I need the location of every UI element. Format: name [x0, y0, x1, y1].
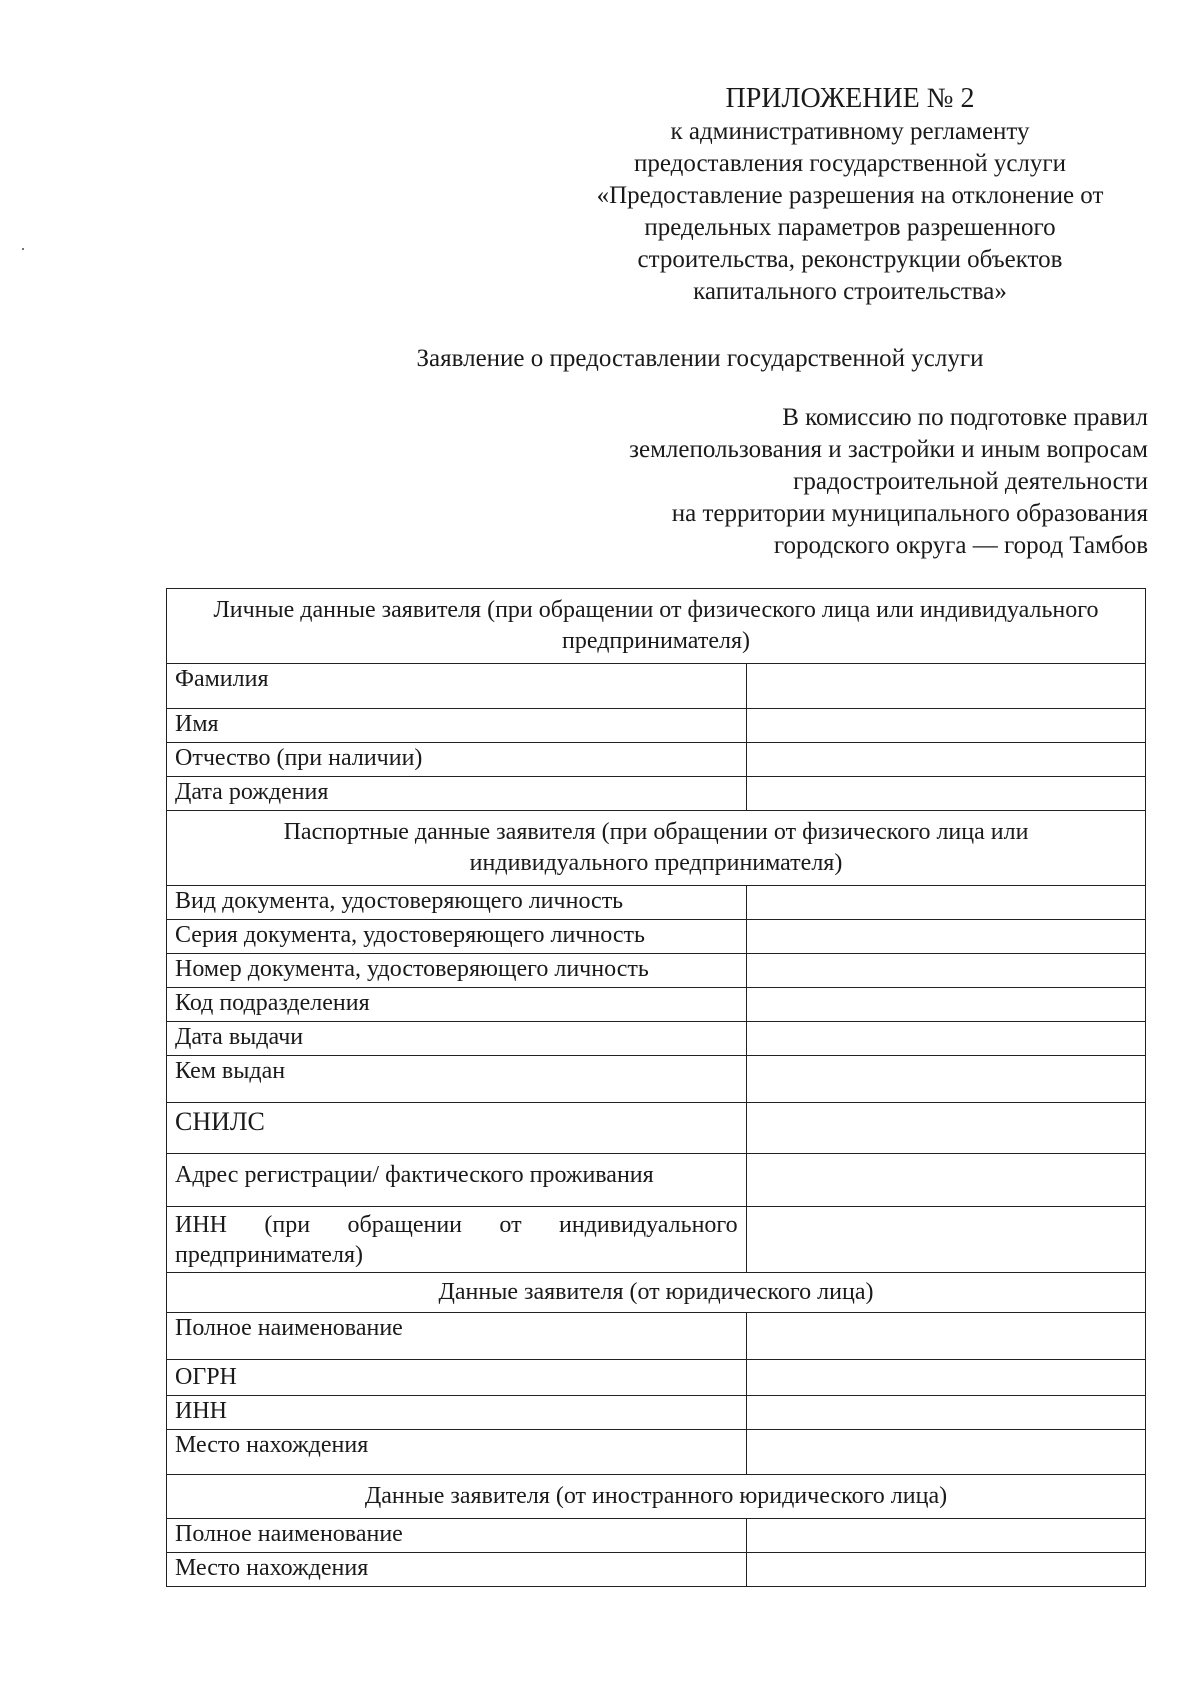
table-row — [167, 988, 1146, 1022]
appendix-block — [540, 82, 1160, 308]
row-label-issue-date: Дата выдачи — [167, 1022, 747, 1056]
field-foreign-full-name[interactable] — [746, 1519, 1145, 1553]
section-row — [167, 811, 1146, 886]
field-name[interactable] — [746, 709, 1145, 743]
table-row — [167, 777, 1146, 811]
field-foreign-location[interactable] — [746, 1553, 1145, 1587]
table-row — [167, 1553, 1146, 1587]
table-row — [167, 1103, 1146, 1154]
section-row — [167, 589, 1146, 664]
addressee-line: городского округа — город Тамбов — [773, 532, 1148, 559]
addressee-line: градостроительной деятельности — [793, 468, 1148, 495]
field-ogrn[interactable] — [746, 1360, 1145, 1396]
section-header-foreign: Данные заявителя (от иностранного юридического лица) — [167, 1475, 1146, 1519]
table-row — [167, 1430, 1146, 1475]
table-row — [167, 954, 1146, 988]
field-issue-date[interactable] — [746, 1022, 1145, 1056]
row-label-document-number: Номер документа, удостоверяющего личность — [167, 954, 747, 988]
field-snils[interactable] — [746, 1103, 1145, 1154]
appendix-line: строительства, реконструкции объектов — [637, 246, 1063, 273]
appendix-line: капитального строительства» — [693, 278, 1007, 305]
row-label-surname: Фамилия — [167, 664, 747, 709]
scan-speck — [22, 248, 24, 250]
row-label-address: Адрес регистрации/ фактического проживания — [167, 1154, 747, 1207]
table-row — [167, 1022, 1146, 1056]
field-issued-by[interactable] — [746, 1056, 1145, 1103]
table-row — [167, 709, 1146, 743]
field-document-number[interactable] — [746, 954, 1145, 988]
application-title: Заявление о предоставлении государственной услуги — [416, 345, 984, 372]
section-row — [167, 1273, 1146, 1313]
field-patronymic[interactable] — [746, 743, 1145, 777]
section-header-legal: Данные заявителя (от юридического лица) — [167, 1273, 1146, 1313]
table-row — [167, 1056, 1146, 1103]
appendix-line: «Предоставление разрешения на отклонение от — [596, 182, 1104, 209]
field-full-name[interactable] — [746, 1313, 1145, 1360]
table-row — [167, 1313, 1146, 1360]
row-label-document-series: Серия документа, удостоверяющего личность — [167, 920, 747, 954]
row-label-ogrn: ОГРН — [167, 1360, 747, 1396]
field-division-code[interactable] — [746, 988, 1145, 1022]
row-label-location: Место нахождения — [167, 1430, 747, 1475]
section-row — [167, 1475, 1146, 1519]
applicant-form-table — [166, 588, 1146, 1587]
row-label-patronymic: Отчество (при наличии) — [167, 743, 747, 777]
field-location[interactable] — [746, 1430, 1145, 1475]
row-label-snils: СНИЛС — [167, 1103, 747, 1154]
table-row — [167, 886, 1146, 920]
appendix-title: ПРИЛОЖЕНИЕ № 2 — [725, 83, 975, 114]
addressee-line: на территории муниципального образования — [671, 500, 1148, 527]
field-inn-entrepreneur[interactable] — [746, 1207, 1145, 1273]
row-label-inn-entrepreneur: ИНН (при обращении от индивидуального предпринимателя) — [167, 1207, 747, 1273]
field-surname[interactable] — [746, 664, 1145, 709]
row-label-full-name: Полное наименование — [167, 1313, 747, 1360]
appendix-line: предоставления государственной услуги — [633, 150, 1067, 177]
addressee-block — [448, 402, 1148, 562]
row-label-inn: ИНН — [167, 1396, 747, 1430]
field-address[interactable] — [746, 1154, 1145, 1207]
field-document-series[interactable] — [746, 920, 1145, 954]
row-label-division-code: Код подразделения — [167, 988, 747, 1022]
table-row — [167, 1154, 1146, 1207]
field-document-type[interactable] — [746, 886, 1145, 920]
table-row — [167, 920, 1146, 954]
field-birth-date[interactable] — [746, 777, 1145, 811]
appendix-line: к административному регламенту — [670, 118, 1030, 145]
row-label-document-type: Вид документа, удостоверяющего личность — [167, 886, 747, 920]
field-inn[interactable] — [746, 1396, 1145, 1430]
row-label-foreign-location: Место нахождения — [167, 1553, 747, 1587]
row-label-foreign-full-name: Полное наименование — [167, 1519, 747, 1553]
table-row — [167, 1396, 1146, 1430]
table-row — [167, 1207, 1146, 1273]
addressee-line: землепользования и застройки и иным вопросам — [629, 436, 1148, 463]
addressee-line: В комиссию по подготовке правил — [782, 404, 1148, 431]
section-header-passport: Паспортные данные заявителя (при обращении от физического лица или индивидуального предпринимателя) — [167, 811, 1146, 886]
table-row — [167, 664, 1146, 709]
row-label-name: Имя — [167, 709, 747, 743]
table-row — [167, 1360, 1146, 1396]
table-row — [167, 743, 1146, 777]
row-label-birth-date: Дата рождения — [167, 777, 747, 811]
appendix-line: предельных параметров разрешенного — [644, 214, 1056, 241]
table-row — [167, 1519, 1146, 1553]
row-label-issued-by: Кем выдан — [167, 1056, 747, 1103]
section-header-personal: Личные данные заявителя (при обращении от физического лица или индивидуального предпринимателя) — [167, 589, 1146, 664]
